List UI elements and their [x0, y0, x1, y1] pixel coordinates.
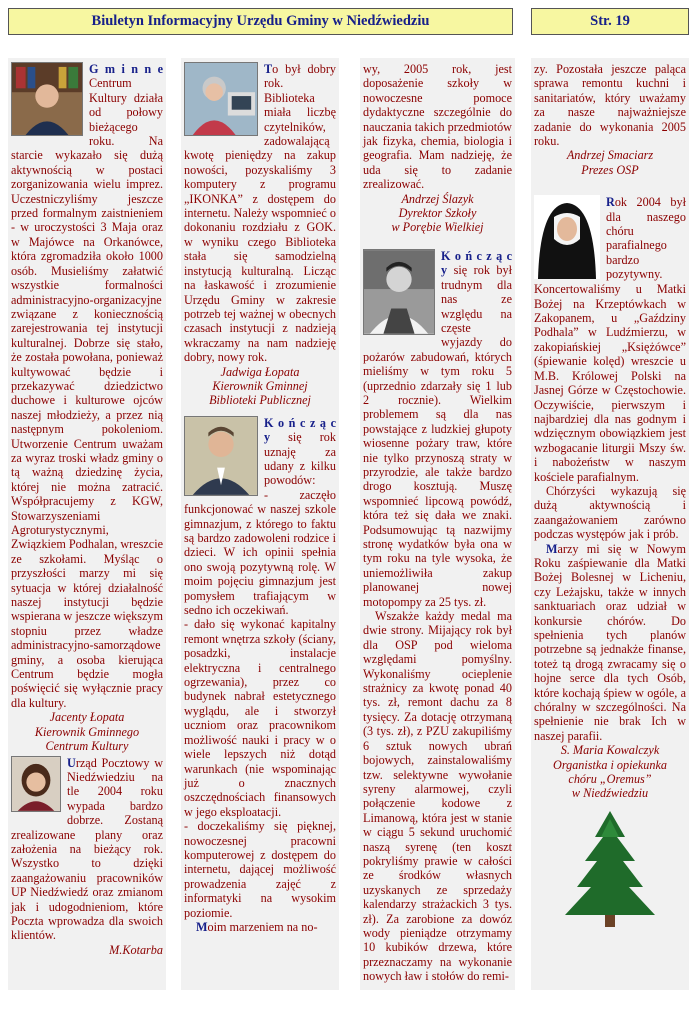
- post-office-lead: U: [67, 755, 76, 770]
- christmas-tree-icon: [555, 809, 665, 929]
- choir-text-3-lead: M: [546, 541, 558, 556]
- photo-post-office-head: [11, 756, 61, 812]
- photo-fire-brigade-chief: [363, 249, 435, 335]
- post-office-signature: M.Kotarba: [109, 942, 163, 957]
- library-signature-role: Kierownik Gminnej: [212, 378, 308, 393]
- school-ending: wy, 2005 rok, jest doposażenie szkoły w nowoczesne pomoce dydaktyczne szczególnie do nauczania takich przedmiotów jak fizyka, chemia, biologia i geografia. Mam nadzieję, że uda się to zadanie zrealizować.: [363, 62, 512, 192]
- post-office-text: rząd Pocztowy w Niedźwiedziu na tle 2004 roku wypada bardzo dobrze. Zostaną zrealizowane plany oraz założenia na bieżący rok. Wszystko to dzięki zaangażowaniu pracowników UP Niedźwiedź oraz zmianom jak i udogodnieniom, które Poczta wprowadza dla swoich klientów.: [11, 755, 163, 943]
- column-3: [360, 58, 515, 990]
- photo-librarian: [184, 62, 258, 136]
- column-2: [181, 58, 339, 990]
- bulletin-title: Biuletyn Informacyjny Urzędu Gminy w Niedźwiedziu: [8, 8, 513, 35]
- choir-signature-role: Organistka i opiekunka: [553, 757, 667, 772]
- gok-signature-org: Centrum Kultury: [45, 739, 129, 754]
- osp-text-2: Wszakże każdy medal ma dwie strony. Mijający rok był dla OSP pod wieloma względami pomyślny. Wykonaliśmy ocieplenie strażnicy za kwotę ponad 40 tys. zł, remont dachu za 8 tysięcy. Za dotację otrzymaną (3 tys. zł), z PZU zakupiliśmy 6 sztuk nowych ubrań bojowych, zainstalowaliśmy tzw. selektywne wywołanie syreny alarmowej, czyli połączenie kodowe z Limanową, która jest w stanie w ciągu 5 sekund uruchomić naszą syrenę (ten koszt pokryliśmy prawie w całości ze środków własnych uzyskanych ze sprzedaży kalendarzy strażackich 3 tys. zł). Za zarobione za dowóz wody pieniądze otrzymamy 10 kubików drzewa, które przeznaczamy na wykonanie nowych ław i stołów do remi-: [363, 609, 512, 984]
- library-text: o był dobry rok. Biblioteka miała liczbę czytelników, zadowalającą kwotę pieniędzy na zakup nowości, pozyskaliśmy 3 komputery z programu „IKONKA” z dostępem do internetu. Należy wspomnieć o dokonaniu rozdziału z GOK. w wyniku czego Biblioteka stała się samodzielną instytucją kulturalną. Licząc na łaskawość i zrozumienie Urzędu Gminy w zakresie potrzeb tej ważnej w obecnych czasach instytucji z nadzieją wkraczamy na nam nadzieję dobry, nowy rok.: [184, 62, 336, 365]
- osp-ending: zy. Pozostała jeszcze paląca sprawa remontu kuchni i sanitariatów, który uważamy za nasze najważniejsze zadanie do wykonania 2005 roku.: [534, 62, 686, 149]
- choir-signature-choir: chóru „Oremus”: [568, 772, 652, 787]
- choir-text-3: arzy mi się w Nowym Roku zaśpiewanie dla Matki Bożej Bolesnej w Licheniu, czy Leżajsku, także w innych sanktuariach oraz udział w konkursie chórów. Do spełnienia tych planów potrzebne są jednakże finanse, toteż tą drogą zwracamy się o hojne serce dla tych Osób, które kochają śpiew w ogóle, a chóralny w szczególności. Na spełnienie nie brak Ich w naszej parafii.: [534, 541, 686, 743]
- choir-signature-place: w Niedźwiedziu: [571, 786, 649, 801]
- osp-signature-name: Andrzej Smaciarz: [566, 148, 654, 163]
- choir-lead: R: [606, 195, 615, 210]
- choir-text: ok 2004 był dla naszego chóru parafialnego bardzo pozytywny. Koncertowaliśmy u Matki Bożej na Krzeptówkach w Zakopanem, u „Gaździny Podhala” w Ludźmierzu, w zakopiańskiej „Księżówce” (śpiewanie kolęd) wreszcie u M.B. Królowej Polski na Jasnej Górze w Częstochowie. Oczywiście, pierwszym i najbardziej dla nas godnym i wdzięcznym obowiązkiem jest wzbogacanie liturgii Mszy św. i nabożeństw w naszym kościele parafialnym.: [534, 195, 686, 484]
- photo-school-director: [184, 416, 258, 496]
- choir-signature-name: S. Maria Kowalczyk: [560, 743, 660, 758]
- gok-signature-name: Jacenty Łopata: [49, 710, 125, 725]
- school-signature-place: w Porębie Wielkiej: [391, 220, 484, 235]
- column-1: [8, 58, 166, 990]
- photo-choir-leader-nun: [534, 195, 600, 279]
- school-point-1: - zaczęło funkcjonować w naszej szkole gimnazjum, z którego to faktu są bardzo zadowoleni rodzice i dzieci. W ich opinii spełnia ono swoją pozytywną rolę. W moim pojęciu gimnazjum jest pomysłem trafiającym w sedno ich oczekiwań.: [184, 487, 336, 618]
- gok-lead: G m i n n e: [89, 62, 163, 76]
- page-number: Str. 19: [531, 8, 689, 35]
- photo-gok-director: [11, 62, 83, 136]
- school-continuation: oim marzeniem na no-: [207, 919, 318, 934]
- school-lead: K o ń c z ą c y: [264, 415, 336, 445]
- school-intro: się rok uznaję za udany z kilku powodów:: [264, 430, 336, 488]
- choir-text-2: Chórzyści wykazują się dużą aktywnością i zaangażowaniem zarówno podczas występów jak i prób.: [534, 483, 686, 542]
- gok-text: Centrum Kultury działa od połowy bieżącego roku. Na starcie wykazało się dużą aktywnością w postaci zorganizowania wielu imprez. Uczestniczyliśmy jeszcze przed formalnym zaistnieniem - w uroczystości 3 Maja oraz w Majówce na Orkanówce, która zgromadziła około 1000 osób. Musieliśmy załatwić wszystkie formalności administracyjno-organizacyjne związane z koniecznością zarejestrowania tej instytucji kulturalnej. Dobrze się stało, że została powołana, ponieważ kultywować będzie i przekazywać dziedzictwo duchowe i kulturowe ojców naszej młodzieży, a przez nią następnym pokoleniom. Utworzenie Centrum uważam za wyraz troski władz gminy o tą ważną dziedzinę życia, której nie można zatracić. Współpracujemy z KGW, Stowarzyszeniami Agroturystycznymi, Związkiem Podhalan, wreszcie ze szkołami. Myśląc o przyszłości marzy mi się sytuacja w której działalność naszej instytucji będzie wspierana w jeszcze większym stopniu przez władze administracyjno-samorządowe gminy, a osoba kierująca Centrum będzie mogła poświęcić się wyłącznie pracy dla kultury.: [11, 76, 163, 710]
- osp-lead: K o ń c z ą c y: [441, 248, 512, 278]
- osp-signature-role: Prezes OSP: [581, 162, 639, 177]
- school-point-2: - dało się wykonać kapitalny remont wnętrza szkoły (ściany, posadzki, instalacje elektryczna i centralnego ogrzewania), przez co budynek nabrał estetycznego wyglądu, ale i stworzył uczniom oraz pracownikom możliwość nauki i pracy w o wiele lepszych niż dotąd warunkach (nie wspominając już o znacznych oszczędnościach finansowych w jego eksploatacji.: [184, 617, 336, 819]
- library-signature-name: Jadwiga Łopata: [220, 364, 300, 379]
- school-point-3: - doczekaliśmy się pięknej, nowoczesnej pracowni komputerowej z dostępem do internetu, dającej możliwość prowadzenia zajęć z informatyki na wysokim poziomie.: [184, 819, 336, 920]
- school-continuation-lead: M: [196, 919, 208, 934]
- library-lead: T: [264, 62, 273, 76]
- gok-signature-role: Kierownik Gminnego: [34, 724, 140, 739]
- school-signature-role: Dyrektor Szkoły: [398, 206, 477, 221]
- column-4: [531, 58, 689, 990]
- osp-text: się rok był trudnym dla nas ze względu na częste wyjazdy do pożarów zabudowań, których mieliśmy w tym roku 5 (uprzednio zdarzały się 1 lub 2 rocznie). Wielkim problemem są dla nas powstające z ludzkiej głupoty wiosenne pożary traw, które nie tylko przynoszą straty w przyrodzie, ale także bardzo drogo kosztują. Muszę wspomnieć lipcową powódź, która też się dała we znaki. Podsumowując tą nazwijmy stronę wydatków była ona w tym roku na tyle wysoka, że uniemożliwiła zakup planowanej nowej motopompy za 25 tys. zł.: [363, 263, 512, 609]
- library-signature-org: Biblioteki Publicznej: [209, 393, 311, 408]
- school-signature-name: Andrzej Ślazyk: [401, 191, 474, 206]
